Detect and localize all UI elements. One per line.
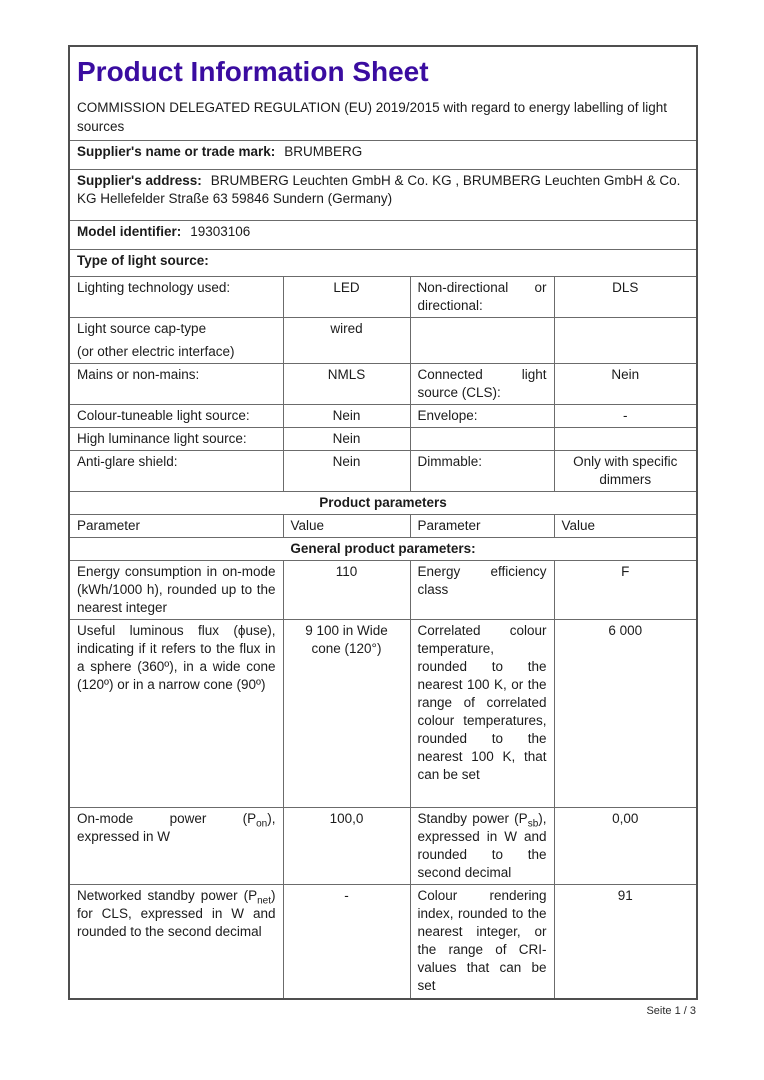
value-cell: Nein [554, 364, 697, 405]
table-row [69, 515, 697, 538]
supplier-name-cell [69, 141, 697, 170]
model-identifier-label: Model identifier: [77, 224, 182, 239]
supplier-address-value: BRUMBERG Leuchten GmbH & Co. KG , BRUMBERG Leuchten GmbH & Co. KG Hellefelder Straße 63 59846 Sundern (Germany) [77, 173, 681, 206]
value-cell: - [283, 885, 410, 999]
table-row [69, 451, 697, 492]
type-section-heading: Type of light source: [69, 250, 697, 277]
param-cell: On-mode power $(P_{on})$, expressed in W [69, 808, 283, 885]
model-identifier-value: 19303106 [190, 224, 251, 239]
page-number: Seite 1 / 3 [646, 1005, 696, 1017]
table-row [69, 538, 697, 561]
param-cell: Useful luminous flux (ϕuse), indicating if it refers to the flux in a sphere (360º), in a wide cone (120º) or in a narrow cone (90º) [69, 620, 283, 808]
param-cell: Energy efficiency class [410, 561, 554, 620]
param-cell: Non-directional or directional: [410, 277, 554, 318]
table-row [69, 250, 697, 277]
supplier-name-label: Supplier's name or trade mark: [77, 144, 276, 159]
supplier-name-value: BRUMBERG [284, 144, 363, 159]
table-row [69, 885, 697, 999]
page-subtitle: COMMISSION DELEGATED REGULATION (EU) 2019/2015 with regard to energy labelling of light sources [77, 100, 667, 134]
value-cell: 0,00 [554, 808, 697, 885]
table-row [69, 170, 697, 221]
param-cell: Mains or non-mains: [69, 364, 283, 405]
param-cell: Lighting technology used: [69, 277, 283, 318]
table-row [69, 561, 697, 620]
param-cell: Dimmable: [410, 451, 554, 492]
value-cell: 91 [554, 885, 697, 999]
product-info-table [68, 45, 698, 1000]
param-cell: Envelope: [410, 405, 554, 428]
table-row [69, 221, 697, 250]
value-cell [554, 318, 697, 364]
general-parameters-subheading: General product parameters: [69, 538, 697, 561]
value-cell: 9 100 in Wide cone (120°) [283, 620, 410, 808]
column-header: Value [554, 515, 697, 538]
param-cell: Networked standby power $(P_{net})$ for CLS, expressed in W and rounded to the second decimal [69, 885, 283, 999]
value-cell: Nein [283, 451, 410, 492]
param-cell: Standby power $(P_{sb})$, expressed in W and rounded to the second decimal [410, 808, 554, 885]
value-cell: Nein [283, 405, 410, 428]
page-title: Product Information Sheet [77, 56, 429, 87]
value-cell [554, 428, 697, 451]
table-row [69, 808, 697, 885]
value-cell: Only with specific dimmers [554, 451, 697, 492]
supplier-address-cell [69, 170, 697, 221]
param-cell: High luminance light source: [69, 428, 283, 451]
value-cell: Nein [283, 428, 410, 451]
param-cell: Connected light source (CLS): [410, 364, 554, 405]
subscript: sb [527, 818, 539, 830]
table-row [69, 620, 697, 808]
column-header: Parameter [69, 515, 283, 538]
product-parameters-heading: Product parameters [69, 492, 697, 515]
table-row [69, 277, 697, 318]
value-cell: LED [283, 277, 410, 318]
column-header: Value [283, 515, 410, 538]
param-cell [410, 428, 554, 451]
param-cell [410, 318, 554, 364]
subscript: net [257, 895, 271, 907]
value-cell: 100,0 [283, 808, 410, 885]
table-row [69, 364, 697, 405]
param-line: Light source cap-type [77, 321, 207, 336]
subscript: on [256, 818, 268, 830]
supplier-address-label: Supplier's address: [77, 173, 202, 188]
table-row [69, 318, 697, 364]
value-cell: - [554, 405, 697, 428]
param-cell: Correlated colour temperature, rounded to the nearest 100 K, or the range of correlated colour temperatures, rounded to the nearest 100 K, that can be set [410, 620, 554, 808]
value-cell: 110 [283, 561, 410, 620]
param-cell: Colour rendering index, rounded to the nearest integer, or the range of CRI-values that can be set [410, 885, 554, 999]
param-cell: Anti-glare shield: [69, 451, 283, 492]
table-row [69, 428, 697, 451]
table-row [69, 492, 697, 515]
table-row [69, 405, 697, 428]
param-cell [69, 318, 283, 364]
param-cell: Colour-tuneable light source: [69, 405, 283, 428]
value-cell: F [554, 561, 697, 620]
value-cell: wired [283, 318, 410, 364]
header-cell [69, 46, 697, 141]
param-line: (or other electric interface) [77, 344, 235, 359]
model-identifier-cell [69, 221, 697, 250]
table-row [69, 46, 697, 141]
param-cell: Energy consumption in on-mode (kWh/1000 h), rounded up to the nearest integer [69, 561, 283, 620]
column-header: Parameter [410, 515, 554, 538]
value-cell: DLS [554, 277, 697, 318]
value-cell: 6 000 [554, 620, 697, 808]
value-cell: NMLS [283, 364, 410, 405]
table-row [69, 141, 697, 170]
